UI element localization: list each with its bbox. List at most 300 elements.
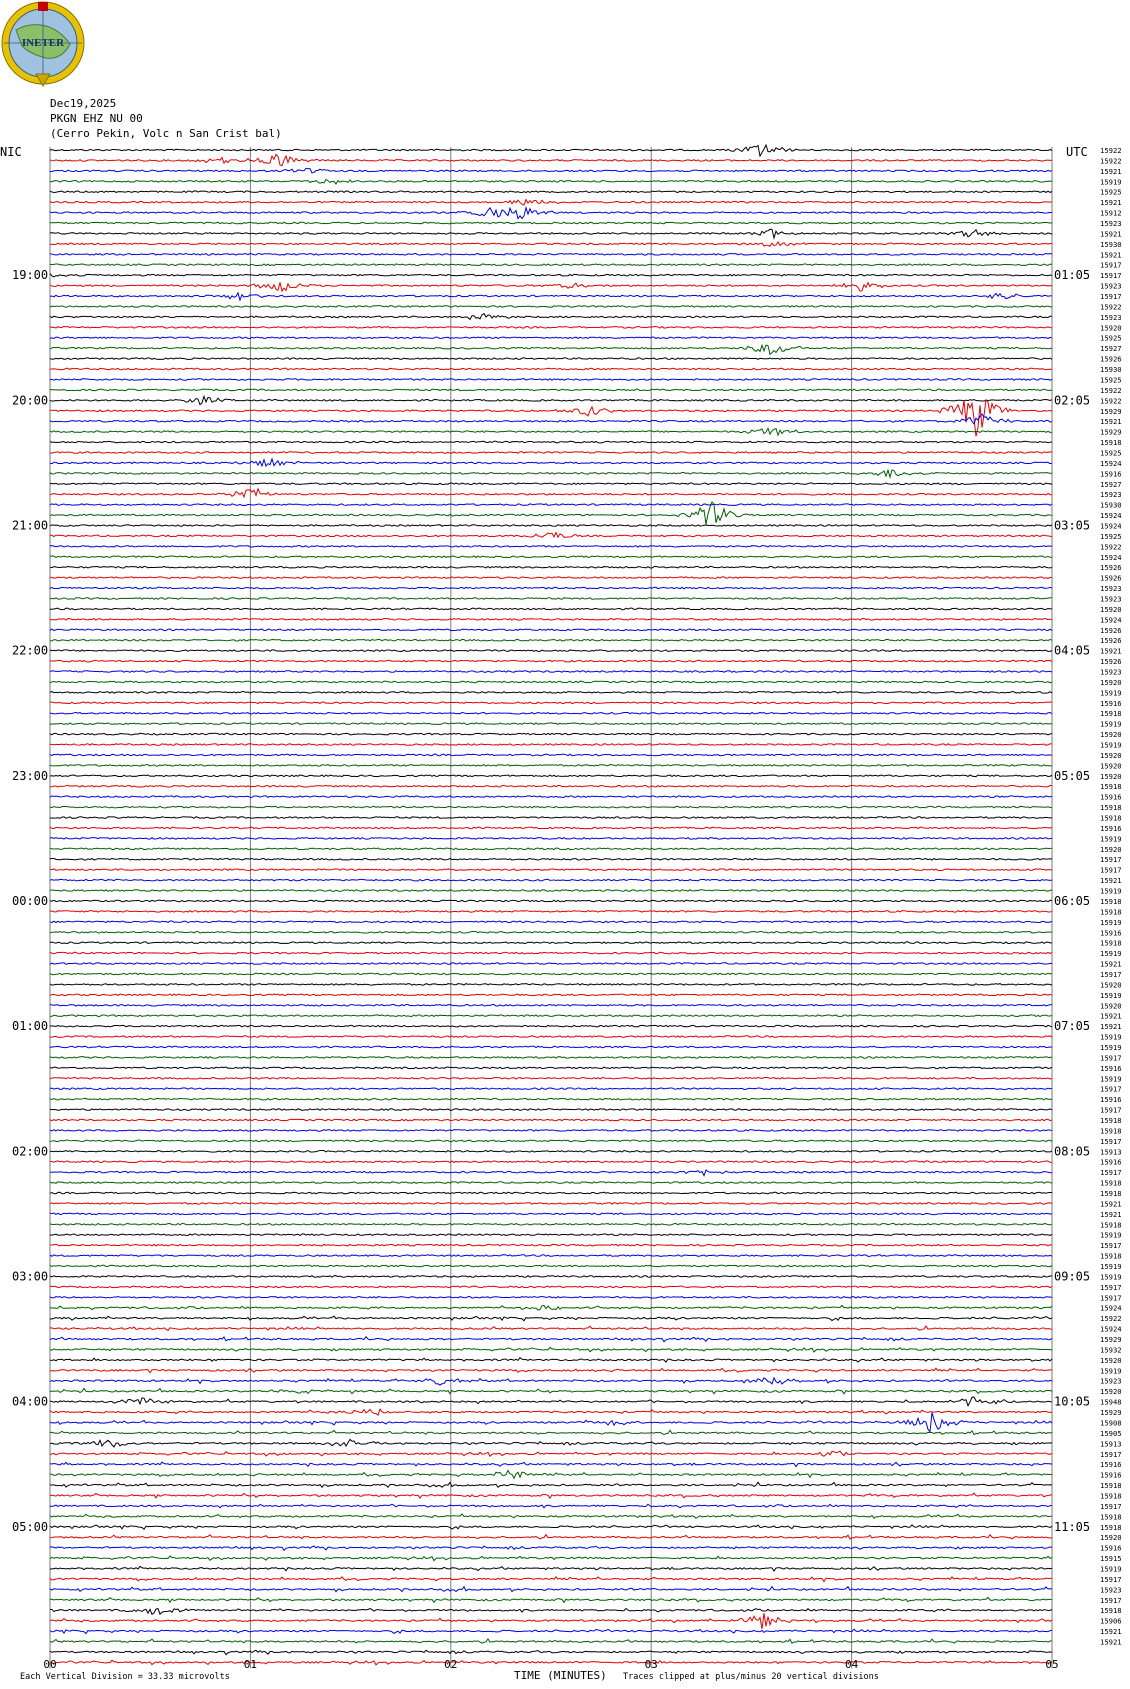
seismic-trace [50,827,1052,829]
trace-value-label: 15926 [1100,625,1122,635]
trace-value-label: 15916 [1100,1460,1122,1470]
seismic-trace [50,1556,1052,1561]
trace-value-label: 15918 [1100,907,1122,917]
label-group [0,145,1122,1682]
seismic-trace [50,879,1052,881]
trace-value-label: 15920 [1100,730,1122,740]
trace-value-label: 15921 [1100,166,1122,176]
seismic-trace [50,1213,1052,1215]
trace-value-label: 15917 [1100,969,1122,979]
seismic-trace [50,1388,1052,1393]
seismic-trace [50,775,1052,777]
seismic-trace [50,1514,1052,1518]
seismic-trace [50,208,1052,219]
seismic-trace [50,1577,1052,1582]
trace-value-label: 15921 [1100,198,1122,208]
left-hour-label: 03:00 [12,1269,49,1284]
seismic-trace [50,1004,1052,1006]
trace-value-label: 15919 [1100,1230,1122,1240]
trace-value-label: 15923 [1100,584,1122,594]
seismic-trace [50,1660,1052,1665]
trace-value-label: 15918 [1100,1251,1122,1261]
seismic-trace [50,1462,1052,1467]
trace-value-label: 15919 [1100,834,1122,844]
trace-value-label: 15916 [1100,823,1122,833]
right-hour-label: 06:05 [1054,893,1091,908]
seismic-trace [50,1358,1052,1362]
seismic-trace [50,1378,1052,1385]
trace-value-label: 15918 [1100,782,1122,792]
left-hour-label: 05:00 [12,1519,49,1534]
right-hour-label: 01:05 [1054,268,1091,283]
trace-value-label: 15918 [1100,813,1122,823]
trace-value-label: 15921 [1100,229,1122,239]
seismic-trace [50,314,1052,320]
seismic-trace [50,671,1052,673]
seismic-trace [50,1130,1052,1132]
seismic-trace [50,660,1052,662]
trace-value-label: 15917 [1100,1449,1122,1459]
trace-value-label: 15922 [1100,302,1122,312]
seismic-trace [50,942,1052,944]
seismic-trace [50,629,1052,631]
seismic-trace [50,817,1052,819]
left-hour-label: 00:00 [12,893,49,908]
seismic-trace [50,1088,1052,1090]
trace-value-label: 15924 [1100,521,1122,531]
trace-value-label: 15923 [1100,1376,1122,1386]
seismic-trace [50,639,1052,641]
left-hour-label: 02:00 [12,1144,49,1159]
seismic-trace [50,1546,1052,1550]
trace-value-label: 15917 [1100,1136,1122,1146]
seismic-trace [50,566,1052,568]
seismic-trace [50,1305,1052,1310]
seismic-trace [50,952,1052,954]
trace-value-label: 15917 [1100,865,1122,875]
seismic-trace [50,489,1052,497]
left-hour-label: 01:00 [12,1019,49,1034]
seismic-trace [50,1347,1052,1352]
left-hour-label: 19:00 [12,268,49,283]
seismic-trace [50,1297,1052,1299]
trace-value-label: 15916 [1100,928,1122,938]
seismic-trace [50,1119,1052,1121]
right-corner-label: UTC [1066,145,1088,159]
seismic-trace [50,1276,1052,1278]
trace-value-label: 15916 [1100,469,1122,479]
trace-value-label: 15919 [1100,886,1122,896]
seismic-trace [50,396,1052,404]
trace-value-label: 15919 [1100,1272,1122,1282]
seismic-trace [50,608,1052,610]
seismic-trace [50,1316,1052,1321]
trace-value-label: 15932 [1100,1345,1122,1355]
seismic-trace [50,546,1052,548]
seismic-trace [50,994,1052,996]
seismic-trace [50,200,1052,205]
x-tick-label: 01 [243,1658,258,1671]
trace-value-label: 15918 [1100,438,1122,448]
trace-value-label: 15924 [1100,458,1122,468]
seismic-trace [50,754,1052,756]
seismic-trace [50,242,1052,246]
seismic-trace [50,1504,1052,1508]
trace-value-label: 15923 [1100,312,1122,322]
seismic-trace [50,1255,1052,1257]
seismic-trace [50,1470,1052,1478]
trace-value-label: 15923 [1100,667,1122,677]
seismic-trace [50,1067,1052,1069]
trace-value-label: 15920 [1100,1001,1122,1011]
right-hour-label: 04:05 [1054,643,1091,658]
seismic-trace [50,145,1052,156]
trace-value-label: 15919 [1100,1366,1122,1376]
right-hour-label: 10:05 [1054,1394,1091,1409]
trace-value-label: 15920 [1100,750,1122,760]
trace-value-label: 15918 [1100,1178,1122,1188]
seismic-trace [50,838,1052,840]
seismic-trace [50,1036,1052,1038]
seismic-trace [50,963,1052,965]
trace-value-label: 15925 [1100,531,1122,541]
seismic-trace [50,587,1052,589]
seismic-trace [50,1150,1052,1152]
trace-value-label: 15921 [1100,1199,1122,1209]
x-tick-label: 03 [644,1658,658,1671]
left-hour-label: 04:00 [12,1394,49,1409]
trace-value-label: 15917 [1100,1105,1122,1115]
trace-value-label: 15913 [1100,1147,1122,1157]
seismic-trace [50,532,1052,537]
x-tick-label: 04 [844,1658,859,1671]
trace-value-label: 15920 [1100,604,1122,614]
seismic-trace [50,459,1052,466]
trace-value-label: 15922 [1100,385,1122,395]
trace-value-label: 15923 [1100,594,1122,604]
seismic-trace [50,1525,1052,1529]
trace-value-label: 15917 [1100,855,1122,865]
trace-value-label: 15919 [1100,1074,1122,1084]
trace-value-label: 15918 [1100,1189,1122,1198]
trace-value-label: 15929 [1100,1335,1122,1345]
seismic-trace [50,921,1052,923]
x-tick-label: 00 [43,1658,57,1671]
seismic-trace [50,327,1052,329]
right-hour-label: 11:05 [1054,1519,1091,1534]
seismic-trace [50,414,1052,424]
seismic-trace [50,379,1052,381]
trace-value-label: 15920 [1100,1533,1122,1543]
header-date: Dec19,2025 [50,97,117,110]
trace-value-label: 15917 [1100,1595,1122,1605]
seismic-trace [50,273,1052,276]
trace-value-label: 15912 [1100,208,1122,218]
seismic-trace [50,577,1052,579]
seismic-trace [50,229,1052,238]
seismic-trace [50,1409,1052,1415]
seismic-trace [50,1192,1052,1194]
seismic-trace [50,254,1052,256]
trace-value-label: 15927 [1100,344,1122,354]
trace-value-label: 15922 [1100,1314,1122,1324]
trace-value-label: 15920 [1100,1387,1122,1397]
trace-value-label: 15925 [1100,333,1122,343]
trace-value-label: 15922 [1100,542,1122,552]
trace-value-label: 15921 [1100,1627,1122,1637]
seismic-trace [50,598,1052,600]
trace-value-label: 15920 [1100,844,1122,854]
trace-value-label: 15924 [1100,615,1122,625]
trace-value-label: 15919 [1100,1032,1122,1042]
trace-value-label: 15921 [1100,1022,1122,1032]
seismic-trace [50,264,1052,266]
trace-value-label: 15924 [1100,511,1122,521]
trace-value-label: 15917 [1100,260,1122,270]
seismic-trace [50,1223,1052,1225]
trace-value-label: 15919 [1100,1564,1122,1574]
seismic-trace [50,702,1052,704]
seismic-trace [50,556,1052,558]
trace-value-label: 15925 [1100,187,1122,197]
seismic-trace [50,1629,1052,1633]
seismic-trace [50,179,1052,184]
seismic-trace [50,1566,1052,1571]
trace-value-label: 15926 [1100,657,1122,667]
seismic-trace [50,1482,1052,1487]
seismic-trace [50,168,1052,173]
trace-value-label: 15916 [1100,1063,1122,1073]
seismic-trace [50,1326,1052,1330]
right-hour-label: 02:05 [1054,393,1091,408]
seismic-trace [50,858,1052,860]
trace-value-label: 15930 [1100,239,1122,249]
trace-value-label: 15922 [1100,156,1122,166]
trace-value-label: 15920 [1100,1355,1122,1365]
seismic-trace [50,1265,1052,1267]
trace-value-label: 15930 [1100,365,1122,375]
trace-value-label: 15905 [1100,1428,1122,1438]
trace-value-label: 15917 [1100,1084,1122,1094]
seismic-trace [50,306,1052,308]
trace-value-label: 15919 [1100,740,1122,750]
seismic-trace [50,483,1052,485]
seismic-trace [50,337,1052,339]
trace-value-label: 15917 [1100,1241,1122,1251]
trace-value-label: 15919 [1100,990,1122,1000]
trace-value-label: 15926 [1100,563,1122,573]
trace-value-label: 15917 [1100,1168,1122,1178]
left-hour-label: 21:00 [12,518,49,533]
seismic-trace [50,1493,1052,1498]
seismic-trace [50,1203,1052,1205]
seismic-trace [50,692,1052,694]
trace-value-label: 15920 [1100,323,1122,333]
trace-value-label: 15921 [1100,959,1122,969]
trace-value-label: 15924 [1100,1303,1122,1313]
seismic-trace [50,470,1052,477]
seismic-trace [50,293,1052,300]
seismic-trace [50,1182,1052,1184]
seismic-trace [50,931,1052,933]
seismic-trace [50,1650,1052,1654]
trace-value-label: 15916 [1100,1095,1122,1105]
trace-value-label: 15926 [1100,354,1122,364]
seismic-trace [50,1609,1052,1615]
left-hour-label: 22:00 [12,643,49,658]
trace-value-label: 15916 [1100,1470,1122,1480]
seismic-trace [50,1587,1052,1592]
trace-value-label: 15918 [1100,803,1122,813]
trace-value-label: 15923 [1100,281,1122,291]
seismic-trace [50,441,1052,443]
right-hour-label: 08:05 [1054,1144,1091,1159]
seismic-trace [50,504,1052,506]
seismic-trace [50,796,1052,798]
trace-value-label: 15923 [1100,219,1122,229]
seismic-trace [50,1337,1052,1342]
seismic-trace [50,1535,1052,1539]
seismic-trace [50,1015,1052,1017]
trace-value-label: 15926 [1100,636,1122,646]
footer-scale-note: Each Vertical Division = 33.33 microvolts [20,1672,230,1682]
seismic-trace [50,1439,1052,1446]
trace-value-label: 15921 [1100,250,1122,260]
trace-value-label: 15948 [1100,1397,1122,1407]
seismic-trace [50,1613,1052,1629]
trace-value-label: 15918 [1100,1126,1122,1136]
left-hour-label: 23:00 [12,768,49,783]
seismic-trace [50,1451,1052,1456]
seismic-trace [50,1413,1052,1432]
trace-value-label: 15919 [1100,688,1122,698]
seismic-trace [50,681,1052,683]
seismic-trace [50,1046,1052,1048]
seismic-trace [50,911,1052,913]
trace-value-label: 15921 [1100,1011,1122,1021]
seismic-trace [50,1597,1052,1602]
trace-value-label: 15918 [1100,1522,1122,1532]
trace-value-label: 15924 [1100,1324,1122,1334]
seismic-trace [50,806,1052,808]
trace-value-label: 15923 [1100,490,1122,500]
footer-clip-note: Traces clipped at plus/minus 20 vertical divisions [623,1672,879,1682]
right-hour-label: 09:05 [1054,1269,1091,1284]
trace-value-label: 15918 [1100,1481,1122,1491]
trace-value-label: 15919 [1100,1262,1122,1272]
trace-value-label: 15916 [1100,1157,1122,1167]
trace-value-label: 15929 [1100,427,1122,437]
seismic-trace [50,973,1052,975]
seismic-trace [50,1639,1052,1643]
seismic-trace [50,1397,1052,1406]
trace-value-label: 15919 [1100,917,1122,927]
trace-value-label: 15916 [1100,792,1122,802]
trace-value-label: 15917 [1100,271,1122,281]
trace-value-label: 15929 [1100,406,1122,416]
seismic-trace [50,723,1052,725]
trace-value-label: 15917 [1100,1282,1122,1292]
seismic-trace [50,368,1052,370]
seismic-trace [50,452,1052,454]
seismic-trace [50,869,1052,871]
seismic-trace [50,712,1052,714]
trace-value-label: 15921 [1100,1637,1122,1647]
trace-value-label: 15926 [1100,573,1122,583]
trace-value-label: 15918 [1100,1115,1122,1125]
seismic-trace [50,191,1052,193]
seismic-trace [50,345,1052,354]
seismic-trace [50,1140,1052,1142]
seismic-trace [50,1368,1052,1373]
seismic-trace [50,1098,1052,1100]
x-tick-label: 05 [1045,1658,1059,1671]
trace-value-label: 15918 [1100,709,1122,719]
x-tick-label: 02 [444,1658,458,1671]
seismic-trace [50,890,1052,892]
seismic-trace [50,525,1052,527]
trace-group [50,145,1052,1665]
trace-value-label: 15916 [1100,698,1122,708]
seismic-trace [50,733,1052,735]
trace-value-label: 15919 [1100,177,1122,187]
trace-value-label: 15920 [1100,677,1122,687]
trace-value-label: 15919 [1100,719,1122,729]
seismic-trace [50,1170,1052,1176]
trace-value-label: 15913 [1100,1439,1122,1449]
seismic-trace [50,1109,1052,1111]
trace-value-label: 15918 [1100,1491,1122,1501]
trace-value-label: 15924 [1100,552,1122,562]
seismic-trace [50,222,1052,224]
seismic-trace [50,744,1052,746]
seismic-trace [50,358,1052,360]
seismic-trace [50,282,1052,291]
trace-value-label: 15917 [1100,1501,1122,1511]
trace-value-label: 15918 [1100,1220,1122,1230]
left-hour-label: 20:00 [12,393,49,408]
trace-value-label: 15929 [1100,1408,1122,1418]
trace-value-label: 15920 [1100,771,1122,781]
header-channel: PKGN EHZ NU 00 [50,112,143,125]
x-axis-label: TIME (MINUTES) [514,1669,607,1682]
right-hour-label: 03:05 [1054,518,1091,533]
trace-value-label: 15917 [1100,1293,1122,1303]
trace-value-label: 15921 [1100,876,1122,886]
seismic-trace [50,1077,1052,1079]
trace-value-label: 15918 [1100,1512,1122,1522]
trace-value-label: 15918 [1100,1606,1122,1616]
trace-value-label: 15927 [1100,479,1122,489]
seismic-trace [50,848,1052,850]
trace-value-label: 15908 [1100,1418,1122,1428]
seismic-trace [50,1286,1052,1288]
trace-value-label: 15922 [1100,396,1122,406]
right-hour-label: 07:05 [1054,1019,1091,1034]
logo-text: INETER [21,37,65,49]
trace-value-label: 15916 [1100,1543,1122,1553]
seismic-trace [50,984,1052,986]
seismic-trace [50,650,1052,652]
trace-value-label: 15923 [1100,1585,1122,1595]
seismic-trace [50,785,1052,787]
trace-value-label: 15918 [1100,896,1122,906]
trace-value-label: 15921 [1100,417,1122,427]
trace-value-label: 15917 [1100,292,1122,302]
trace-value-label: 15917 [1100,1574,1122,1584]
trace-value-label: 15919 [1100,949,1122,959]
trace-value-label: 15925 [1100,375,1122,385]
